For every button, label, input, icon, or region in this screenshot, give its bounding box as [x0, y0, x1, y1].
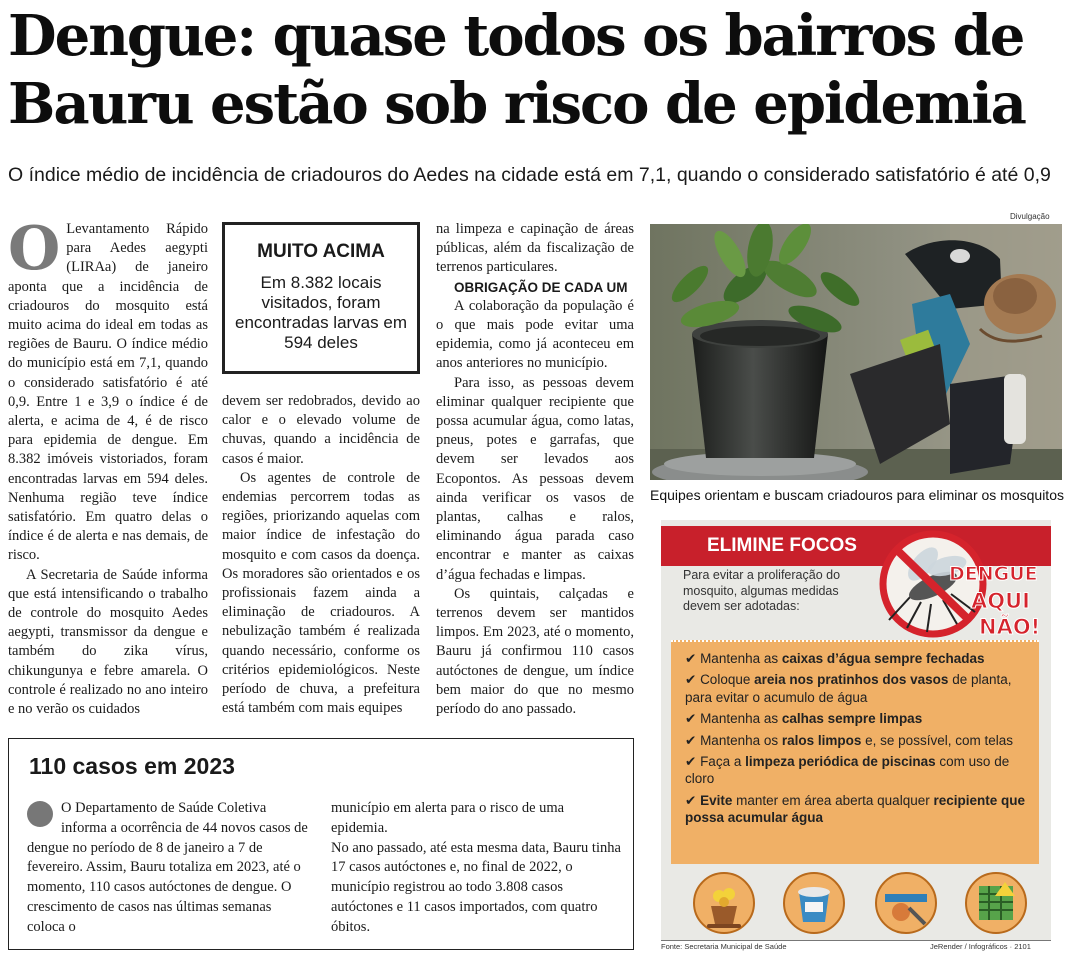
photo-caption: Equipes orientam e buscam criadouros para eliminar os mosquitos	[650, 487, 1064, 503]
tip-item	[685, 710, 1025, 727]
headline: Dengue: quase todos os bairros de Bauru estão sob risco de epidemia	[8, 3, 1025, 137]
tip-emphasis: Evite	[700, 792, 733, 808]
tip-item	[685, 753, 1025, 788]
tip-item	[685, 671, 1025, 706]
box-heading: 110 casos em 2023	[29, 753, 235, 779]
infographic-title: ELIMINE FOCOS	[707, 535, 857, 556]
box-column-1	[27, 799, 311, 938]
tip-text: Mantenha as	[700, 711, 782, 727]
article-paragraph: Os quintais, calçadas e terrenos devem ser mantidos limpos. Em 2023, até o momento, Bauru já confirmou 110 casos autóctones de dengue, um índice bem maior do que no mesmo período do ano passado.	[436, 585, 634, 718]
article-paragraph: devem ser redobrados, devido ao calor e o elevado volume de chuvas, quando a incidência de casos é maior.	[222, 393, 420, 467]
stamp-text-nao: NÃO!	[979, 615, 1041, 639]
article-paragraph: Os agentes de controle de endemias percorrem todas as regiões, priorizando aquelas com maior índice de infestação do mosquito e com casos da doença. Os moradores são orientados e os profissionais fazem ainda a eliminação de criadouros. A nebulização também é realizada quando necessário, conforme os critérios epidemiológicos. Neste período de chuva, a prefeitura está também com mais equipes	[222, 469, 420, 717]
photo-credit: Divulgação	[1010, 212, 1050, 221]
box-paragraph: município em alerta para o risco de uma epidemia.	[331, 800, 565, 836]
article-paragraph: A colaboração da população é o que mais pode evitar uma epidemia, como já aconteceu em anos anteriores no município.	[436, 297, 634, 372]
article-column-3	[436, 220, 634, 719]
callout-body: Em 8.382 locais visitados, foram encontradas larvas em 594 deles	[235, 273, 407, 352]
tip-text: Coloque	[700, 672, 755, 688]
tip-text: Mantenha os	[700, 732, 782, 748]
tip-emphasis: caixas d’água sempre fechadas	[781, 651, 985, 666]
tips-list	[685, 650, 1025, 831]
tip-text: Mantenha as	[700, 651, 782, 666]
box-paragraph: O Departamento de Saúde Coletiva informa a ocorrência de 44 novos casos de dengue no período de 8 de janeiro a 7 de fevereiro. Assim, Bauru totaliza em 2023, até o momento, 110 casos autóctones de dengue. O crescimento de casos nas últimas semanas coloca o	[27, 800, 308, 935]
tip-text: com uso de cloro	[685, 754, 1010, 787]
box-paragraph: No ano passado, até esta mesma data, Bauru tinha 17 casos autóctones e, no final de 2022, o município registrou ao todo 3.808 casos autóctones e 11 casos importados, com quatro óbitos.	[331, 839, 621, 935]
tip-text: manter em área aberta qualquer	[732, 792, 934, 808]
tip-emphasis: recipiente que possa acumular água	[685, 792, 1025, 826]
elimine-focos-infographic	[661, 520, 1051, 940]
tip-text: Faça a	[700, 754, 746, 770]
box-column-2	[331, 799, 621, 938]
tip-text: e, se possível, com telas	[861, 732, 1013, 748]
stamp-text-aqui: AQUI	[971, 589, 1030, 613]
stamp-text-dengue: DENGUE	[949, 563, 1038, 585]
infographic-intro: Para evitar a proliferação do mosquito, algumas medidas devem ser adotadas:	[683, 568, 841, 613]
article-paragraph: Levantamento Rápido para Aedes aegypti (LIRAa) de janeiro aponta que a incidência de criadouros do mosquito está muito acima do ideal em todas as regiões de Bauru. O índice médio do município está em 7,1, quando o considerado satisfatório é até 0,9. Entre 1 e 3,9 o índice é de alerta, e acima de 4, é de risco para epidemia de dengue. Em 8.382 imóveis vistoriados, foram encontradas larvas em 594 deles. Nenhuma região teve índice satisfatório. Em quatro delas o índice é de alerta e nas demais, de risco.	[8, 221, 208, 564]
subheadline: O índice médio de incidência de criadouros do Aedes na cidade está em 7,1, quando o considerado satisfatório é até 0,9	[8, 164, 1051, 186]
infographic-source: Fonte: Secretaria Municipal de Saúde	[661, 942, 787, 951]
tips-panel	[671, 640, 1039, 864]
article-paragraph: Para isso, as pessoas devem eliminar qualquer recipiente que possa acumular água, como latas, pneus, potes e garrafas, que devem ser levados aos Ecopontos. As pessoas devem ainda verificar os vasos de plantas, calhas e ralos, eliminando água parada caso encontrar e manter as caixas d’água fechadas e limpas.	[436, 374, 634, 583]
section-heading: OBRIGAÇÃO DE CADA UM	[454, 279, 628, 295]
tip-emphasis: areia nos pratinhos dos vasos	[754, 672, 949, 688]
photo-illustration	[650, 224, 1062, 480]
tip-item	[685, 732, 1025, 749]
cases-2023-box	[8, 738, 634, 950]
tip-emphasis: limpeza periódica de piscinas	[745, 754, 936, 770]
water-tank-icon	[783, 872, 845, 934]
tip-item	[685, 650, 1025, 667]
infographic-credit: JeRender / Infográficos · 2101	[930, 942, 1031, 951]
callout-heading: MUITO ACIMA	[257, 241, 385, 262]
muito-acima-callout	[222, 222, 420, 374]
gutter-cleaning-icon	[875, 872, 937, 934]
article-column-2	[222, 392, 420, 718]
drain-screen-icon	[965, 872, 1027, 934]
tip-text: de planta, para evitar o acumulo de água	[685, 672, 1012, 705]
news-photo	[650, 224, 1062, 480]
drop-cap: O	[8, 214, 61, 284]
article-column-1	[8, 214, 208, 719]
article-paragraph: na limpeza e capinação de áreas públicas, além da fiscalização de terrenos particulares.	[436, 221, 634, 276]
article-paragraph: A Secretaria de Saúde informa que está intensificando o trabalho de controle do mosquito Aedes aegypti, transmissor da dengue e também do zika vírus, chikungunya e febre amarela. O controle é realizado no ano inteiro e no verão os cuidados	[8, 566, 208, 718]
tip-item	[685, 792, 1025, 827]
infographic-footer-rule	[661, 940, 1051, 941]
tip-emphasis: calhas sempre limpas	[781, 711, 923, 727]
tip-emphasis: ralos limpos	[781, 732, 862, 748]
flower-pot-icon	[693, 872, 755, 934]
bullet-dot	[27, 801, 53, 827]
dengue-stamp-graphic	[871, 524, 1046, 646]
